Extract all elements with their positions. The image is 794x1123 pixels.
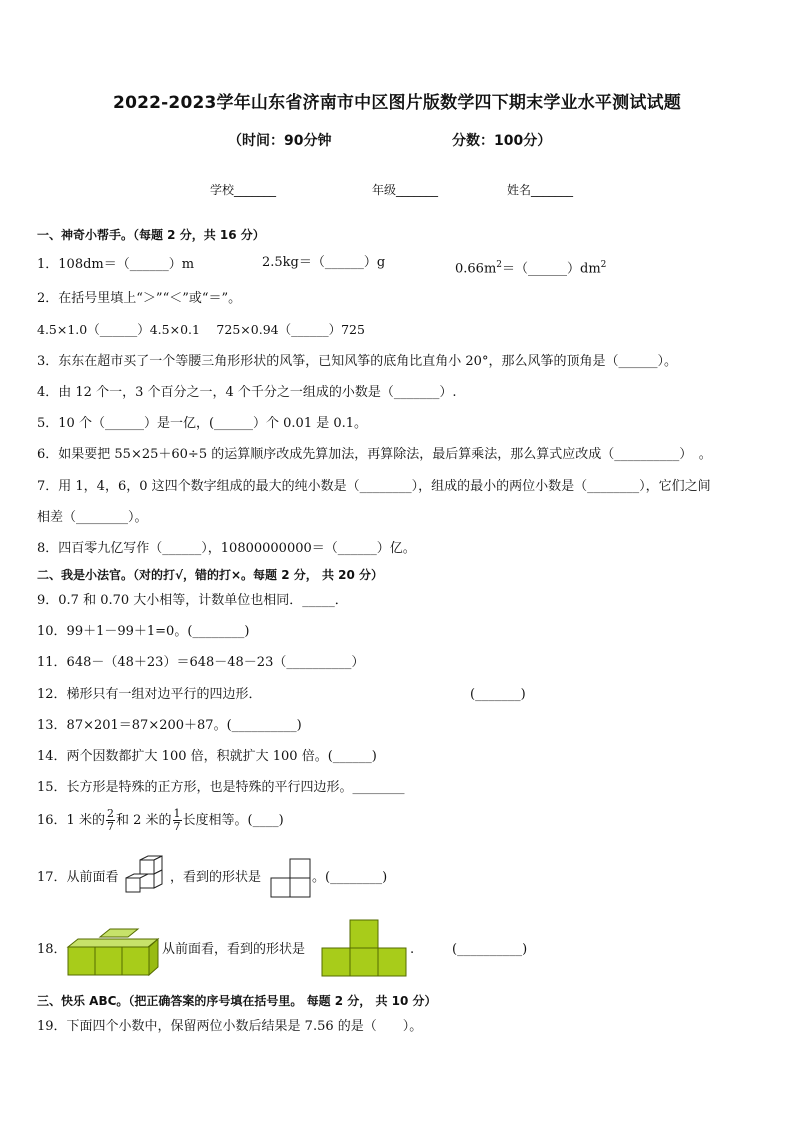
score-label: 分数：100分） <box>452 133 552 149</box>
grade-field[interactable]: 年级_______ <box>372 183 439 197</box>
q1c-pre: 0.66m <box>455 261 497 277</box>
q16-pre: 16．1 米的 <box>37 813 105 828</box>
question-18-dot: . <box>410 942 415 957</box>
name-field[interactable]: 姓名_______ <box>507 183 574 197</box>
question-15: 15．长方形是特殊的正方形，也是特殊的平行四边形。________ <box>37 780 405 795</box>
frac1-num: 2 <box>106 807 114 820</box>
time-label: （时间：90分钟 <box>228 133 332 149</box>
question-9: 9．0.7 和 0.70 大小相等，计数单位也相同．_____． <box>37 593 348 608</box>
question-18-post[interactable]: (__________) <box>452 942 528 957</box>
question-2: 2．在括号里填上“＞”“＜”或“＝”。 <box>37 291 242 306</box>
question-10: 10．99＋1－99＋1=0。(________) <box>37 624 250 639</box>
question-12-answer[interactable]: (_______) <box>470 687 526 702</box>
question-17-post: 。(________) <box>312 870 388 885</box>
cube-stack-figure <box>120 854 166 898</box>
question-1a: 1．108dm＝（______）m <box>37 257 195 272</box>
q16-mid: 和 2 米的 <box>115 813 172 828</box>
fraction-2-7 <box>106 808 115 833</box>
section-1-heading: 一、神奇小帮手。（每题 2 分，共 16 分） <box>37 228 265 242</box>
page-title: 2022-2023学年山东省济南市中区图片版数学四下期末学业水平测试试题 <box>113 93 681 113</box>
question-8: 8．四百零九亿写作（______），10800000000＝（______）亿。 <box>37 541 416 556</box>
question-7b: 相差（________）。 <box>37 510 148 525</box>
frac2-den: 7 <box>173 820 181 833</box>
question-19: 19．下面四个小数中，保留两位小数后结果是 7.56 的是（ ）。 <box>37 1019 423 1034</box>
question-11: 11．648－（48＋23）＝648－48－23（__________） <box>37 655 365 670</box>
question-14: 14．两个因数都扩大 100 倍，积就扩大 100 倍。(______) <box>37 749 377 764</box>
fraction-1-7 <box>173 808 182 833</box>
section-2-heading: 二、我是小法官。（对的打√，错的打×。每题 2 分， 共 20 分） <box>37 568 383 582</box>
front-view-figure-17 <box>270 858 312 898</box>
question-1c <box>455 256 606 278</box>
front-view-figure-18 <box>321 919 407 977</box>
section-3-heading: 三、快乐 ABC。（把正确答案的序号填在括号里。 每题 2 分， 共 10 分） <box>37 994 437 1008</box>
question-16 <box>37 808 284 833</box>
question-13: 13．87×201＝87×200＋87。(__________) <box>37 718 302 733</box>
question-17-mid: ，看到的形状是 <box>170 870 262 885</box>
frac2-num: 1 <box>173 807 181 820</box>
q1c-mid: ＝（______）dm <box>502 261 601 277</box>
school-field[interactable]: 学校_______ <box>210 183 277 197</box>
q1c-sup2: 2 <box>600 260 607 270</box>
question-2b: 4.5×1.0（______）4.5×0.1 725×0.94（______）725 <box>37 322 365 337</box>
question-6: 6．如果要把 55×25＋60÷5 的运算顺序改成先算加法，再算除法，最后算乘法，那么算式应改成（__________） 。 <box>37 447 712 462</box>
question-7a: 7．用 1，4，6，0 这四个数字组成的最大的纯小数是（________），组成的最小的两位小数是（________），它们之间 <box>37 479 711 494</box>
green-block-figure <box>66 928 162 978</box>
question-17-pre: 17．从前面看 <box>37 870 119 885</box>
question-18-mid: 从前面看，看到的形状是 <box>162 942 306 957</box>
frac1-den: 7 <box>106 820 114 833</box>
q16-post: 长度相等。(____) <box>182 813 284 828</box>
q1c-sup: 2 <box>496 260 503 270</box>
question-3: 3．东东在超市买了一个等腰三角形形状的风筝，已知风筝的底角比直角小 20°，那么风筝的顶角是（______）。 <box>37 354 677 369</box>
question-4: 4．由 12 个一，3 个百分之一，4 个千分之一组成的小数是（_______）. <box>37 385 457 400</box>
question-5: 5．10 个（______）是一亿，(______）个 0.01 是 0.1。 <box>37 416 368 431</box>
question-18-pre: 18． <box>37 942 67 957</box>
question-1b: 2.5kg＝（______）g <box>262 255 386 270</box>
question-12: 12．梯形只有一组对边平行的四边形． <box>37 687 262 702</box>
